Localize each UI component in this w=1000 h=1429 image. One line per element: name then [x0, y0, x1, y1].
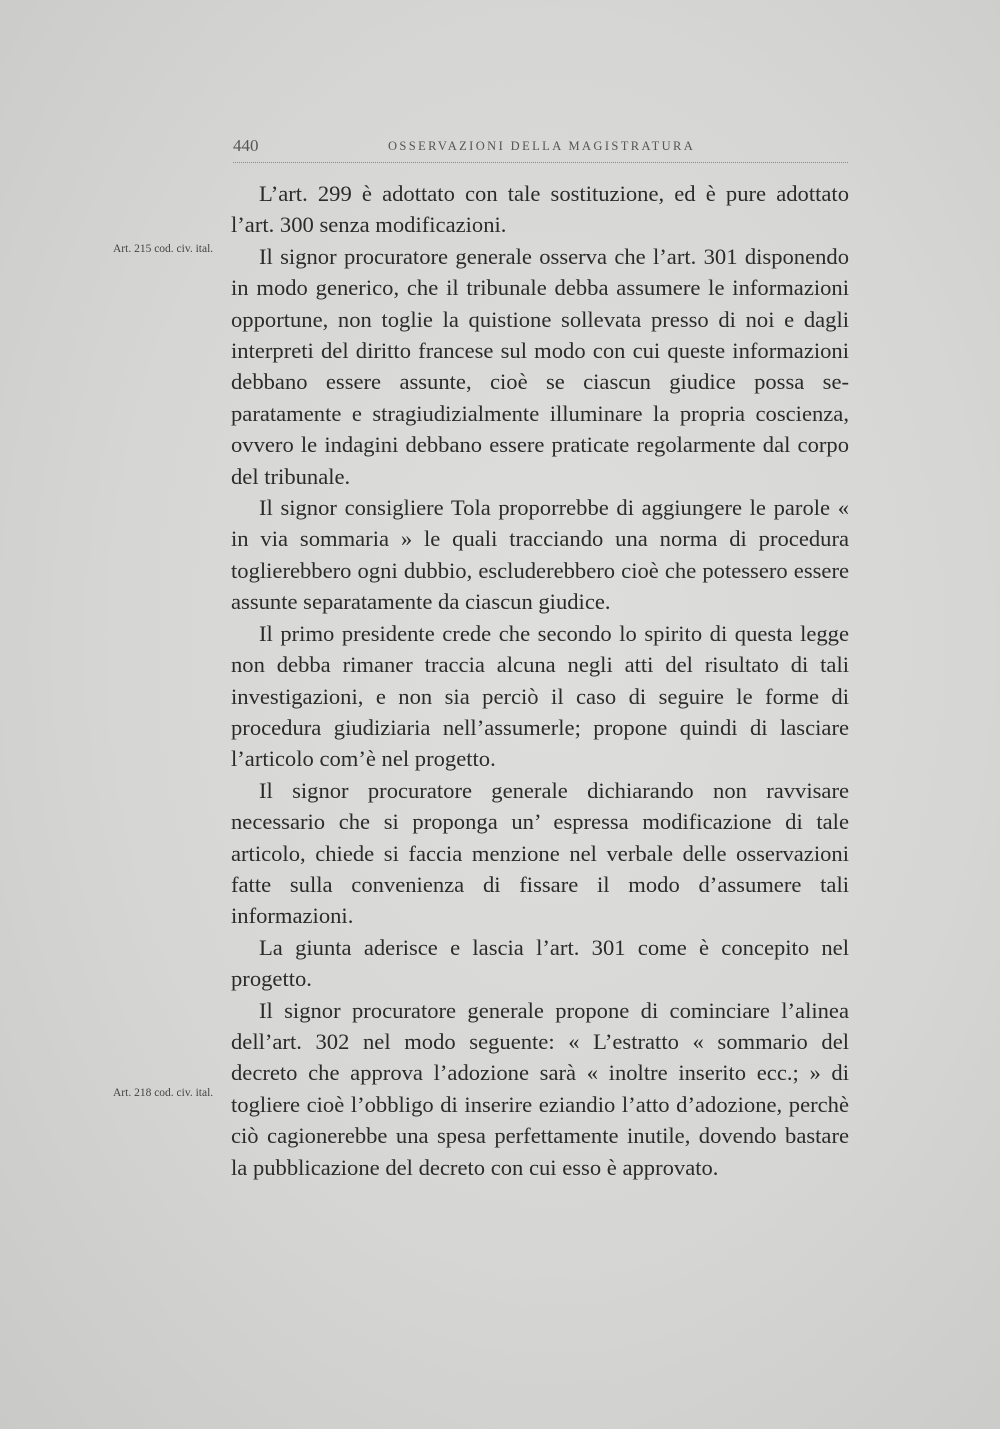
- running-title: OSSERVAZIONI DELLA MAGISTRATURA: [388, 139, 696, 153]
- paragraph-1: L’art. 299 è adottato con tale sostituzione, ed è pure adottato l’art. 300 senza modificazioni.: [231, 181, 849, 238]
- paragraph-4: Il primo presidente crede che secondo lo spirito di questa legge non debba rimaner traccia alcuna negli atti del risultato di tali investigazioni, e non sia perciò il caso di seguire le forme di procedura giudiziaria nell’assumerle; propone quindi di lasciare l’articolo com’è nel progetto.: [231, 620, 849, 772]
- marginal-note-art-215: Art. 215 cod. civ. ital.: [113, 243, 214, 255]
- header-rule: [233, 162, 848, 163]
- paragraph-6: La giunta aderisce e lascia l’art. 301 come è concepito nel progetto.: [231, 934, 849, 992]
- paragraph-5: Il signor procuratore generale dichiarando non ravvisare necessario che si proponga un’ espressa modificazione di tale articolo, chiede si faccia menzione nel verbale delle osservazioni fatte sulla convenienza di fissare il modo d’assumere tali informazioni.: [231, 777, 849, 929]
- paragraph-3: Il signor consigliere Tola proporrebbe di aggiungere le parole « in via sommaria » le quali tracciando una norma di procedura toglierebbero ogni dubbio, escluderebbero cioè che potessero essere assunte separatamente da ciascun giudice.: [231, 495, 849, 615]
- paragraph-2: Il signor procuratore generale osserva che l’art. 301 disponendo in modo generico, che il tribunale debba assumere le informazioni opportune, non toglie la quistione sollevata presso di noi e dagli interpreti del diritto francese sul modo con cui queste informazioni debbano essere assunte, cioè se ciascun giudice possa separatamente e stragiudizialmente illuminare la propria coscienza, ovvero le indagini debbano essere praticate regolarmente dal corpo del tribunale.: [231, 243, 849, 489]
- body-text: [231, 178, 849, 1183]
- marginal-note-art-218: Art. 218 cod. civ. ital.: [113, 1087, 214, 1099]
- page-header: [233, 136, 848, 160]
- page-number: 440: [233, 136, 259, 155]
- paragraph-7: Il signor procuratore generale propone di cominciare l’alinea dell’art. 302 nel modo seguente: « L’estratto « sommario del decreto che approva l’adozione sarà « inoltre inserito ecc.; » di togliere cioè l’obbligo di inserire eziandio l’atto d’adozione, perchè ciò cagionerebbe una spesa perfettamente inutile, dovendo bastare la pubblicazione del decreto con cui esso è approvato.: [231, 997, 849, 1180]
